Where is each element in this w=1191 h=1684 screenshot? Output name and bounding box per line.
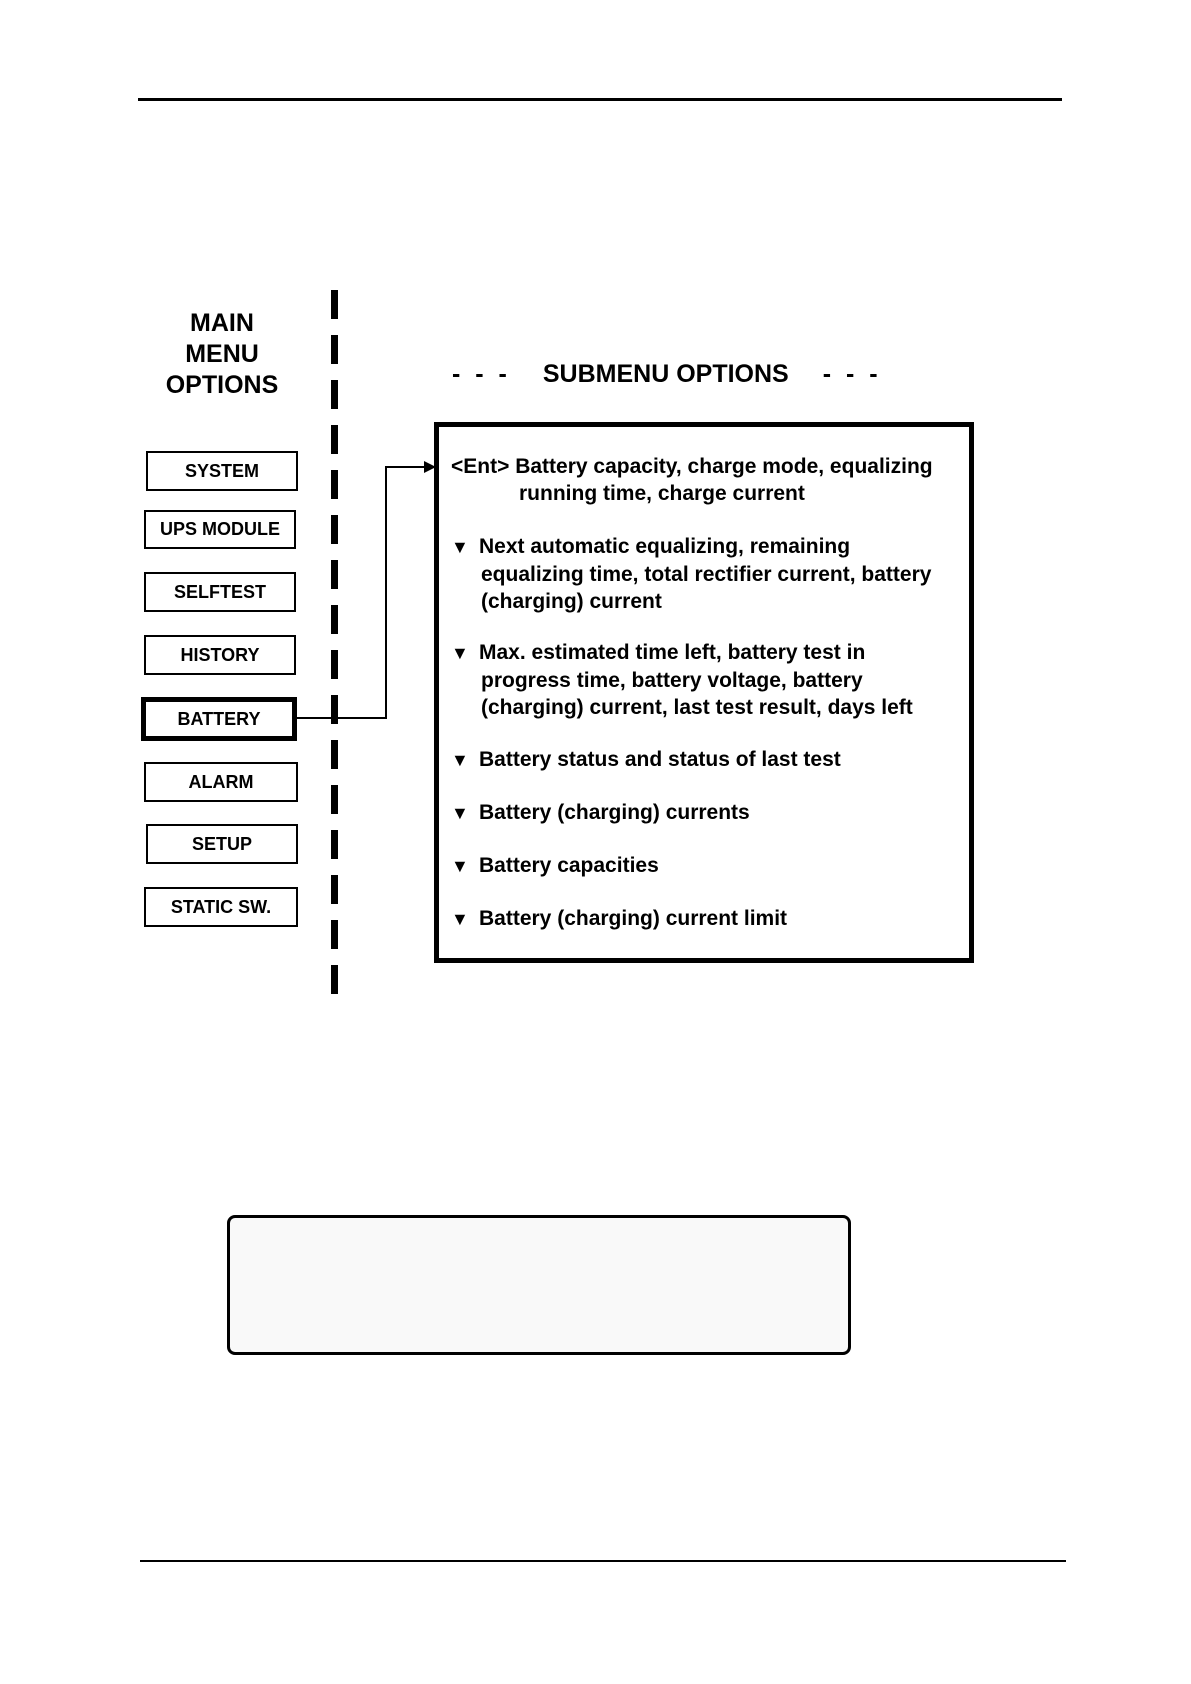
submenu-item-charging-currents[interactable]	[451, 799, 971, 827]
submenu-item-time-left[interactable]	[451, 639, 971, 721]
menu-button-label: UPS MODULE	[159, 519, 280, 539]
submenu-title-dashes-left: - - -	[452, 360, 511, 388]
submenu-item-equalizing[interactable]	[451, 533, 971, 615]
down-arrow-icon: ▼	[451, 750, 469, 770]
submenu-item-current-limit[interactable]	[451, 905, 971, 933]
submenu-item-line: ▼ Battery capacities	[451, 852, 971, 880]
menu-button-label: ALARM	[188, 771, 254, 792]
main-menu-title-line: MAIN	[190, 309, 254, 337]
down-arrow-icon: ▼	[451, 856, 469, 876]
enter-key-label: <Ent>	[451, 455, 510, 478]
menu-button-label: STATIC SW.	[170, 896, 272, 917]
down-arrow-icon: ▼	[451, 537, 469, 557]
submenu-item-line: (charging) current	[481, 590, 662, 613]
submenu-title-text: SUBMENU OPTIONS	[542, 360, 789, 388]
submenu-item-line: ▼ Battery status and status of last test	[451, 746, 971, 774]
menu-button-label: SYSTEM	[184, 460, 259, 481]
menu-button-label: HISTORY	[180, 644, 260, 665]
menu-button-label: BATTERY	[177, 708, 261, 729]
submenu-item-line: ▼ Battery (charging) currents	[451, 799, 971, 827]
submenu-item-line: <Ent> Battery capacity, charge mode, equalizing	[451, 455, 933, 478]
main-menu-title-line: OPTIONS	[165, 371, 279, 399]
submenu-item-line: ▼ Next automatic equalizing, remaining	[451, 533, 971, 561]
submenu-title-dashes-right: - - -	[822, 360, 882, 388]
submenu-options-box	[434, 422, 974, 963]
submenu-item-line: ▼ Battery (charging) current limit	[451, 905, 971, 933]
submenu-item-ent[interactable]	[451, 453, 971, 507]
submenu-item-line: running time, charge current	[519, 482, 805, 505]
submenu-item-line: (charging) current, last test result, days left	[481, 696, 913, 719]
menu-button-label: SELFTEST	[173, 581, 266, 602]
submenu-item-line: progress time, battery voltage, battery	[481, 669, 863, 692]
empty-note-box	[227, 1215, 851, 1355]
menu-button-label: SETUP	[191, 833, 252, 854]
submenu-item-battery-status[interactable]	[451, 746, 971, 774]
bottom-rule	[140, 1560, 1066, 1562]
connector-path	[297, 467, 428, 718]
submenu-item-capacities[interactable]	[451, 852, 971, 880]
down-arrow-icon: ▼	[451, 803, 469, 823]
submenu-item-line: equalizing time, total rectifier current, battery	[481, 563, 932, 586]
submenu-item-line: ▼ Max. estimated time left, battery test in	[451, 639, 971, 667]
down-arrow-icon: ▼	[451, 909, 469, 929]
down-arrow-icon: ▼	[451, 643, 469, 663]
main-menu-title-line: MENU	[185, 340, 259, 368]
